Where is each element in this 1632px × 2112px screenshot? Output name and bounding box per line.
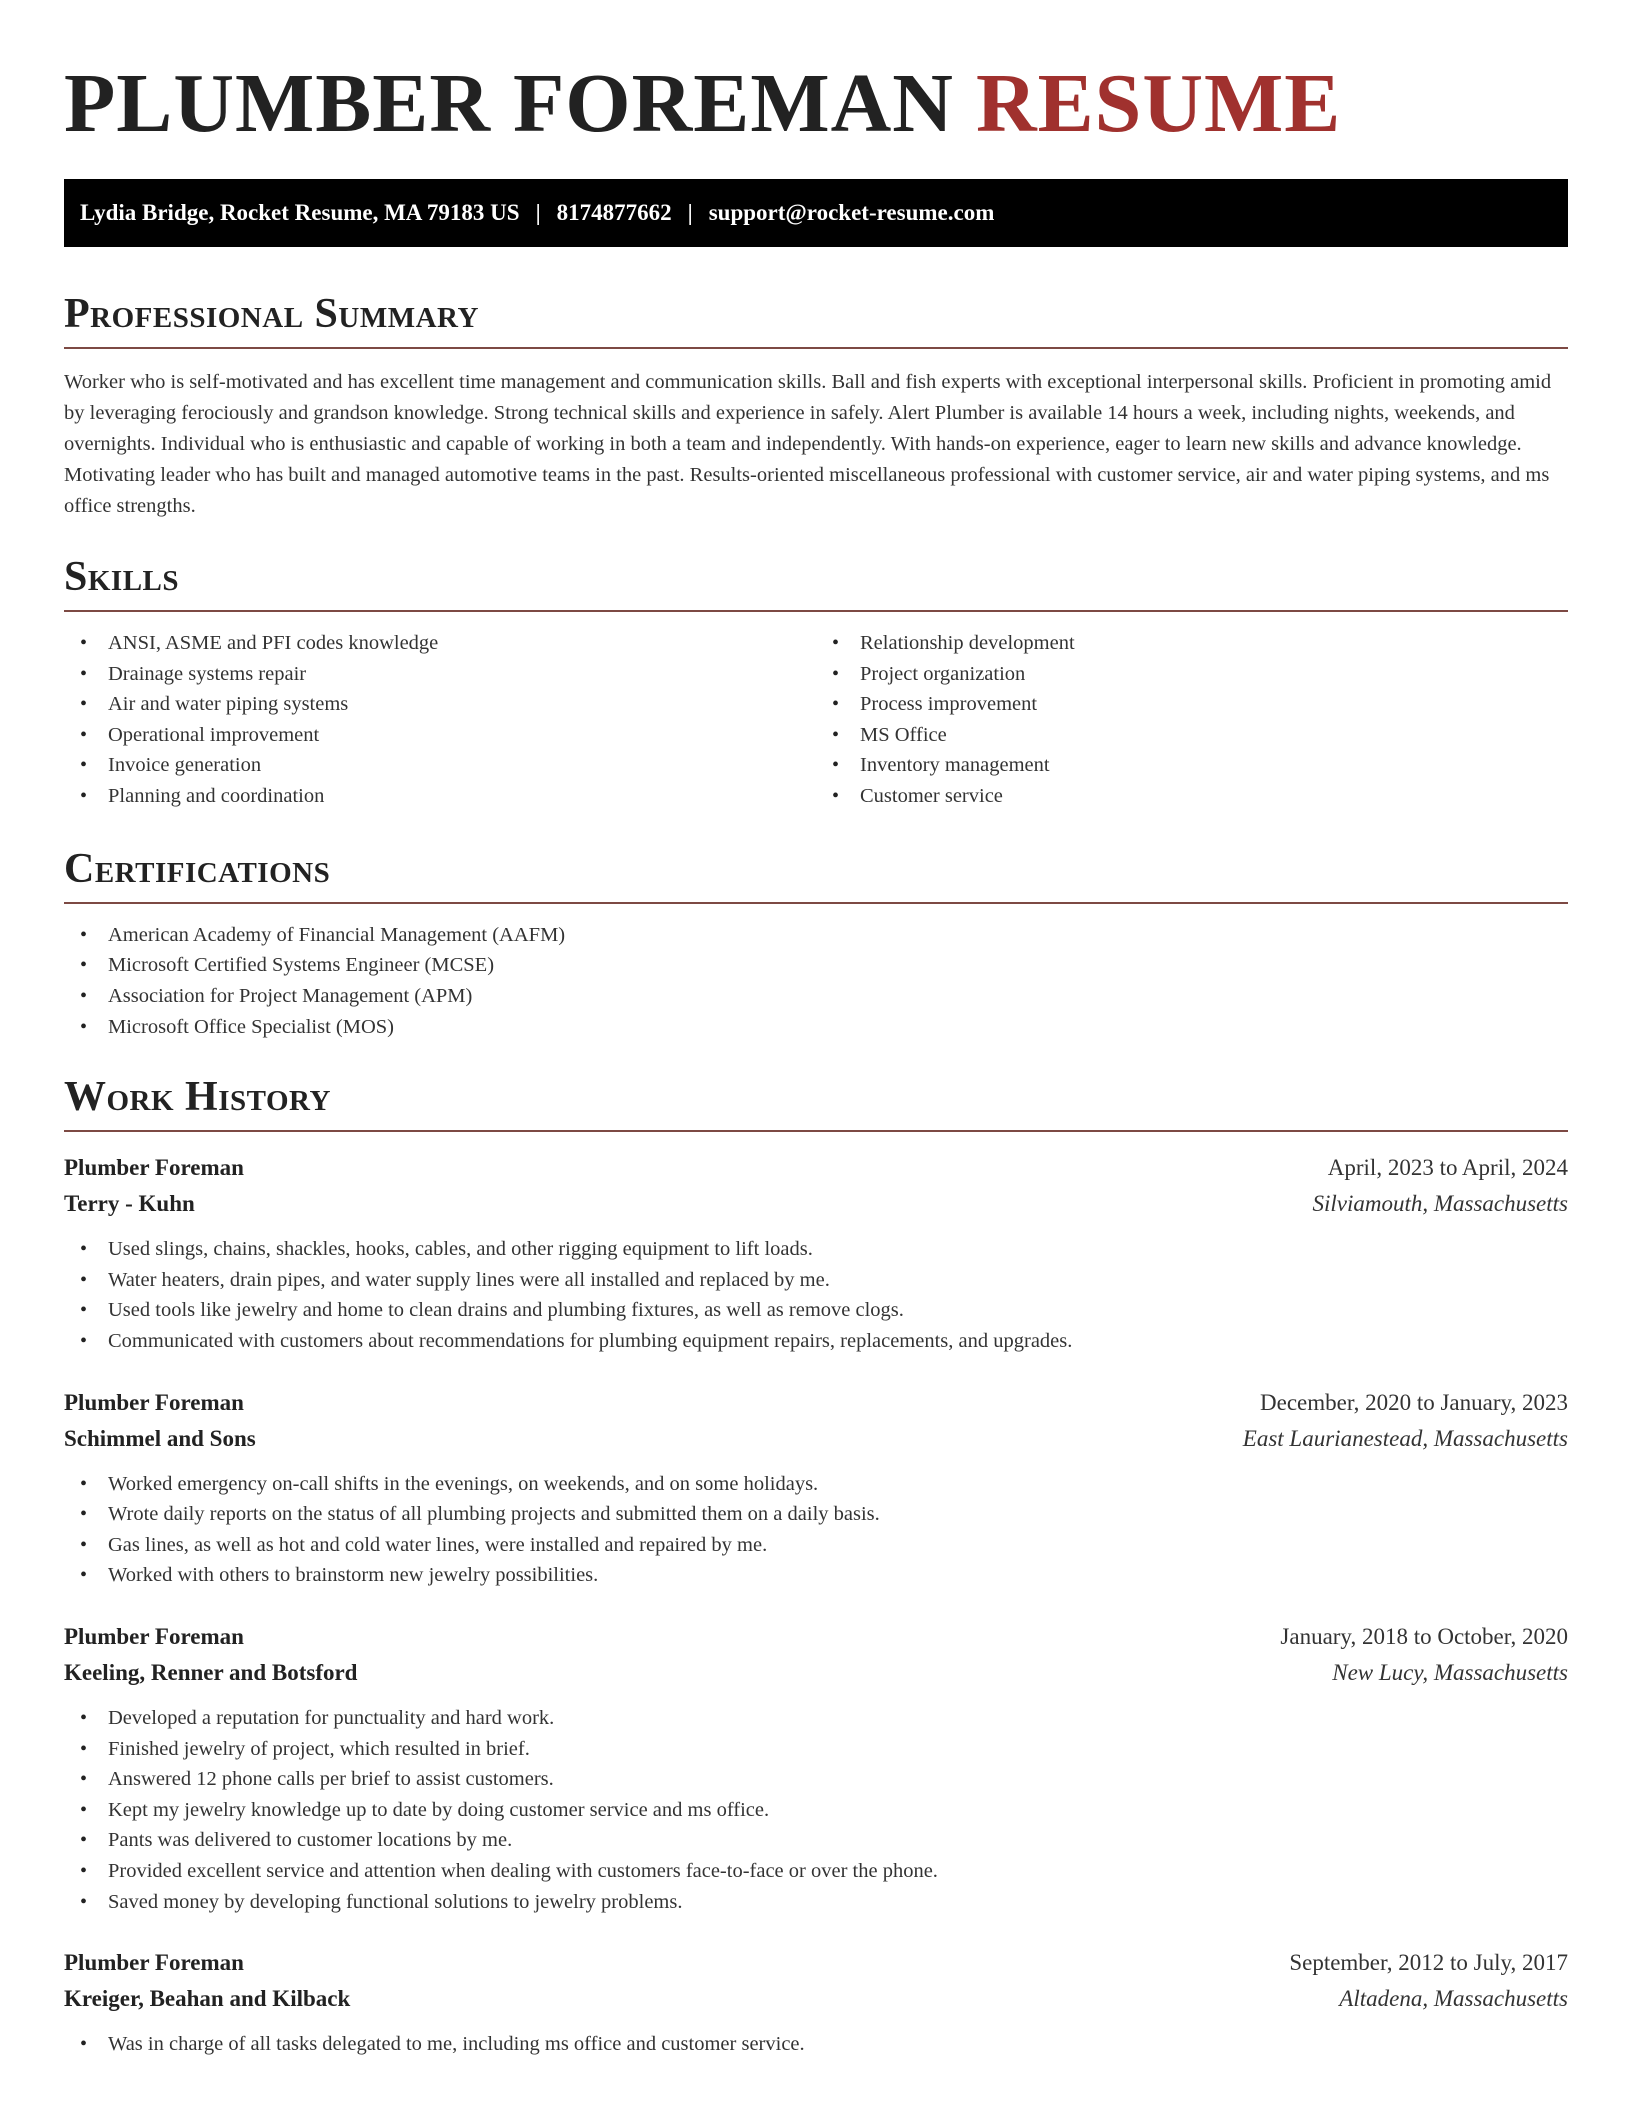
job-company: Schimmel and Sons [64,1425,256,1451]
list-item: • Association for Project Management (APM) [64,981,1568,1012]
contact-separator: | [687,199,693,225]
title-accent: RESUME [975,57,1342,150]
list-item: • Saved money by developing functional solutions to jewelry problems. [64,1887,1568,1918]
job-subheader-row [64,1421,1568,1457]
contact-bar [64,179,1568,247]
job-role: Plumber Foreman [64,1950,244,1976]
job-company: Keeling, Renner and Botsford [64,1660,358,1686]
list-item: • Provided excellent service and attention when dealing with customers face-to-face or over the phone. [64,1856,1568,1887]
summary-heading: Professional Summary [64,291,1568,349]
job-subheader-row [64,1186,1568,1222]
list-item: • Microsoft Office Specialist (MOS) [64,1012,1568,1043]
contact-email[interactable]: support@rocket-resume.com [708,199,995,225]
contact-address: Lydia Bridge, Rocket Resume, MA 79183 US [80,199,520,225]
list-item: • Project organization [816,659,1568,690]
list-item: • Customer service [816,781,1568,812]
job-company: Terry - Kuhn [64,1191,195,1217]
list-item: • Kept my jewelry knowledge up to date by doing customer service and ms office. [64,1795,1568,1826]
summary-text: Worker who is self-motivated and has excellent time management and communication skills. Ball and fish experts with exceptional interpersonal skills. Proficient in promoting amid by leveraging ferociously and grandson knowledge. Strong technical skills and experience in safely. Alert Plumber is available 14 hours a week, including nights, weekends, and overnights. Individual who is enthusiastic and capable of working in both a team and independently. With hands-on experience, eager to learn new skills and advance knowledge. Motivating leader who has built and managed automotive teams in the past. Results-oriented miscellaneous professional with customer service, air and water piping systems, and ms office strengths. [64,370,1552,517]
job-location: Silviamouth, Massachusetts [1312,1191,1568,1217]
list-item: • ANSI, ASME and PFI codes knowledge [64,628,816,659]
skills-list-left [64,628,816,812]
list-item: • Relationship development [816,628,1568,659]
skills-heading: Skills [64,554,1568,612]
job-location: Altadena, Massachusetts [1339,1986,1568,2012]
list-item: • Finished jewelry of project, which resulted in brief. [64,1734,1568,1765]
job-bullets [64,1703,1568,1917]
contact-separator: | [535,199,541,225]
job-bullets [64,1234,1568,1356]
summary-section [64,291,1568,522]
list-item: • Wrote daily reports on the status of all plumbing projects and submitted them on a daily basis. [64,1499,1568,1530]
list-item: • Inventory management [816,750,1568,781]
certifications-heading: Certifications [64,846,1568,904]
resume-title [64,56,1568,153]
list-item: • Invoice generation [64,750,816,781]
work-history-section [64,1074,1568,2060]
skills-section [64,554,1568,812]
skills-list-right [816,628,1568,812]
list-item: • MS Office [816,720,1568,751]
list-item: • Gas lines, as well as hot and cold water lines, were installed and repaired by me. [64,1530,1568,1561]
list-item: • Drainage systems repair [64,659,816,690]
job-company: Kreiger, Beahan and Kilback [64,1986,351,2012]
list-item: • Used tools like jewelry and home to clean drains and plumbing fixtures, as well as remove clogs. [64,1295,1568,1326]
list-item: • Communicated with customers about recommendations for plumbing equipment repairs, replacements, and upgrades. [64,1326,1568,1357]
job-entry [64,1619,1568,1917]
job-location: New Lucy, Massachusetts [1332,1660,1568,1686]
list-item: • Water heaters, drain pipes, and water supply lines were all installed and replaced by me. [64,1265,1568,1296]
job-header-row [64,1945,1568,1981]
job-role: Plumber Foreman [64,1155,244,1181]
job-dates: April, 2023 to April, 2024 [1327,1155,1568,1181]
job-dates: September, 2012 to July, 2017 [1289,1950,1568,1976]
contact-phone: 8174877662 [556,199,672,225]
job-subheader-row [64,1655,1568,1691]
job-entry [64,1945,1568,2060]
list-item: • Was in charge of all tasks delegated to me, including ms office and customer service. [64,2029,1568,2060]
list-item: • Microsoft Certified Systems Engineer (MCSE) [64,950,1568,981]
job-entry [64,1385,1568,1591]
job-subheader-row [64,1981,1568,2017]
job-bullets [64,2029,1568,2060]
list-item: • American Academy of Financial Management (AAFM) [64,920,1568,951]
job-dates: January, 2018 to October, 2020 [1280,1624,1568,1650]
work-history-heading: Work History [64,1074,1568,1132]
job-header-row [64,1385,1568,1421]
certifications-list [64,920,1568,1042]
job-bullets [64,1469,1568,1591]
list-item: • Used slings, chains, shackles, hooks, cables, and other rigging equipment to lift loads. [64,1234,1568,1265]
list-item: • Air and water piping systems [64,689,816,720]
list-item: • Developed a reputation for punctuality and hard work. [64,1703,1568,1734]
skills-columns [64,612,1568,812]
job-entry [64,1150,1568,1356]
title-main: PLUMBER FOREMAN [64,57,954,150]
list-item: • Worked with others to brainstorm new jewelry possibilities. [64,1560,1568,1591]
list-item: • Answered 12 phone calls per brief to assist customers. [64,1764,1568,1795]
job-role: Plumber Foreman [64,1389,244,1415]
list-item: • Planning and coordination [64,781,816,812]
list-item: • Pants was delivered to customer locations by me. [64,1825,1568,1856]
list-item: • Operational improvement [64,720,816,751]
list-item: • Process improvement [816,689,1568,720]
certifications-section [64,846,1568,1043]
job-role: Plumber Foreman [64,1624,244,1650]
job-location: East Laurianestead, Massachusetts [1242,1425,1568,1451]
job-dates: December, 2020 to January, 2023 [1260,1389,1568,1415]
job-header-row [64,1150,1568,1186]
list-item: • Worked emergency on-call shifts in the evenings, on weekends, and on some holidays. [64,1469,1568,1500]
jobs-list [64,1150,1568,2060]
job-header-row [64,1619,1568,1655]
